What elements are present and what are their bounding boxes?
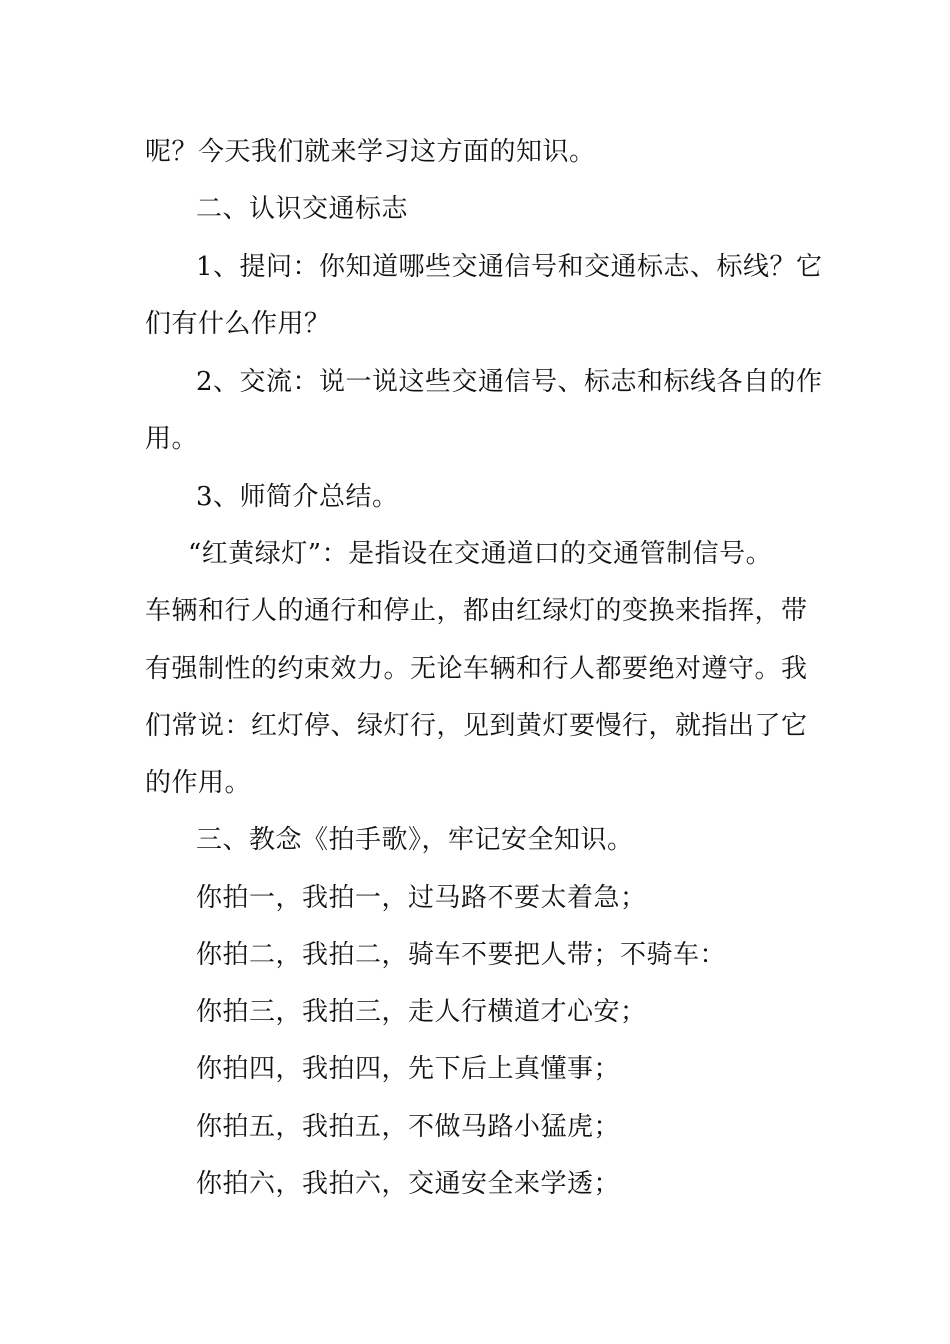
text-line: 1、提问：你知道哪些交通信号和交通标志、标线？它	[196, 252, 823, 282]
song-line: 你拍四，我拍四，先下后上真懂事；	[196, 1054, 621, 1084]
song-line: 你拍三，我拍三，走人行横道才心安；	[196, 997, 647, 1027]
text-line: “红黄绿灯”：是指设在交通道口的交通管制信号。	[188, 539, 773, 569]
text-line: 车辆和行人的通行和停止，都由红绿灯的变换来指挥，带	[145, 596, 808, 626]
text-line: 2、交流：说一说这些交通信号、标志和标线各自的作	[196, 367, 823, 397]
song-line: 你拍一，我拍一，过马路不要太着急；	[196, 883, 647, 913]
text-line: 的作用。	[145, 768, 252, 798]
text-line: 们常说：红灯停、绿灯行，见到黄灯要慢行，就指出了它	[145, 711, 808, 741]
text-line: 3、师简介总结。	[196, 482, 399, 512]
text-line: 们有什么作用？	[145, 309, 331, 339]
song-line: 你拍六，我拍六，交通安全来学透；	[196, 1169, 621, 1199]
section-heading: 三、教念《拍手歌》，牢记安全知识。	[196, 825, 634, 855]
text-line: 用。	[145, 424, 199, 454]
section-heading: 二、认识交通标志	[196, 194, 409, 224]
text-line: 有强制性的约束效力。无论车辆和行人都要绝对遵守。我	[145, 654, 808, 684]
song-line: 你拍二，我拍二，骑车不要把人带；不骑车：	[196, 940, 727, 970]
text-line: 呢？今天我们就来学习这方面的知识。	[145, 137, 596, 167]
song-line: 你拍五，我拍五，不做马路小猛虎；	[196, 1112, 621, 1142]
